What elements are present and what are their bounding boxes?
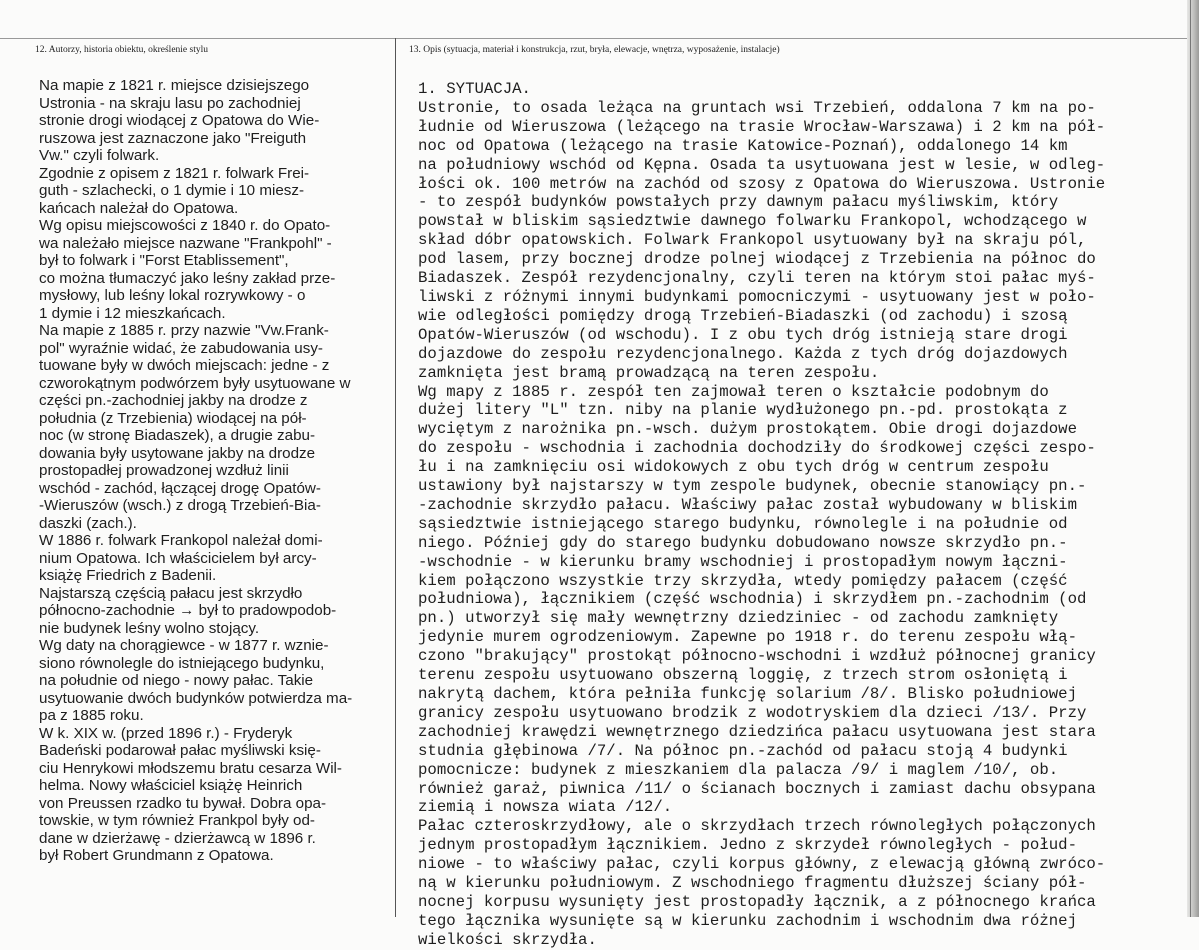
history-text-line: guth - szlachecki, o 1 dymie i 10 miesz- <box>39 182 305 199</box>
description-column <box>418 80 1180 950</box>
history-text-line: noc (w stronę Biadaszek), a drugie zabu- <box>39 427 316 444</box>
history-text-line: Na mapie z 1885 r. przy nazwie "Vw.Frank- <box>39 322 329 339</box>
description-text-line: ziemią i nowsza wiata /12/. <box>418 798 673 817</box>
history-text-line: pa z 1885 roku. <box>39 707 144 724</box>
history-text-line: kańcach należał do Opatowa. <box>39 199 239 217</box>
description-text-line: łudnie od Wieruszowa (leżącego na trasie Wrocław-Warszawa) i 2 km na pół- <box>418 117 1106 136</box>
history-text-line: części pn.-zachodniej jakby na drodze z <box>39 392 308 409</box>
history-text-line: W k. XIX w. (przed 1896 r.) - Fryderyk <box>39 724 293 742</box>
description-text-line: dojazdowe do zespołu rezydencjonalnego. Każda z tych dróg dojazdowych <box>418 344 1068 363</box>
description-text-line: nakrytą dachem, która pełniła funkcję solarium /8/. Blisko południowej <box>418 685 1077 703</box>
history-text-line: był to folwark i "Forst Etablissement", <box>39 252 289 269</box>
description-text-line: również garaż, piwnica /11/ o ścianach bocznych i zamiast dachu obsypana <box>418 779 1096 798</box>
history-text-line: 1 dymie i 12 mieszkańcach. <box>39 304 226 322</box>
history-column <box>39 77 391 865</box>
description-text-line: dużej litery "L" tzn. niby na planie wydłużonego pn.-pd. prostokąta z <box>418 401 1068 420</box>
description-text-line: na południowy wschód od Kępna. Osada ta usytuowana jest w lesie, w odleg- <box>418 155 1106 174</box>
history-text-line: nium Opatowa. Ich właścicielem był arcy- <box>39 549 317 567</box>
history-text-line: ciu Henrykowi młodszemu bratu cesarza Wil- <box>39 759 342 777</box>
header-rule <box>0 38 1190 39</box>
history-text-line: Zgodnie z opisem z 1821 r. folwark Frei- <box>39 164 310 182</box>
description-text-line: ustawiony był najstarszy w tym zespole budynek, obecnie stanowiący pn.- <box>418 477 1087 496</box>
history-text-line: książę Friedrich z Badenii. <box>39 567 217 584</box>
history-text-line: daszki (zach.). <box>39 514 137 532</box>
history-text-line: Wg opisu miejscowości z 1840 r. do Opato- <box>39 217 331 234</box>
description-text-line: - to zespół budynków powstałych przy dawnym pałacu myśliwskim, który <box>418 193 1059 212</box>
section-header-13: 13. Opis (sytuacja, materiał i konstrukcja, rzut, bryła, elewacje, wnętrza, wyposażenie, instalacje) <box>409 45 780 55</box>
description-text-line: ną w kierunku południowym. Z wschodniego fragmentu dłuższej ściany pół- <box>418 874 1087 893</box>
description-text-line: łości ok. 100 metrów na zachód od szosy z Opatowa do Wieruszowa. Ustronie <box>418 174 1106 193</box>
history-text-line: siono równolegle do istniejącego budynku, <box>39 654 325 672</box>
history-text-line: Badeński podarował pałac myśliwski księ- <box>39 742 321 759</box>
description-text-line: Wg mapy z 1885 r. zespół ten zajmował teren o kształcie podobnym do <box>418 382 1049 401</box>
description-text-line: wielkości skrzydła. <box>418 930 597 949</box>
history-text-line: pol" wyraźnie widać, że zabudowania usy- <box>39 339 323 357</box>
column-divider <box>395 38 396 917</box>
description-text-line: zamknięta jest bramą prowadzącą na teren zespołu. <box>418 363 880 382</box>
description-text-line: Pałac czteroskrzydłowy, ale o skrzydłach trzech równoległych połączonych <box>418 817 1096 836</box>
description-text-line: -zachodnie skrzydło pałacu. Właściwy pałac został wybudowany w bliskim <box>418 495 1077 514</box>
history-text-line: Na mapie z 1821 r. miejsce dzisiejszego <box>39 77 310 94</box>
history-text-line: Wg daty na chorągiewce - w 1877 r. wznie- <box>39 637 329 654</box>
description-text-line: noc od Opatowa (leżącego na trasie Katowice-Poznań), oddalonego 14 km <box>418 136 1068 155</box>
description-text-line: Biadaszek. Zespół rezydencjonalny, czyli teren na którym stoi pałac myś- <box>418 269 1096 288</box>
history-text-line: von Preussen rzadko tu bywał. Dobra opa- <box>39 794 327 812</box>
history-text-line: towskie, w tym również Frankpol były od- <box>39 812 315 829</box>
description-text-line: pomocnicze: budynek z mieszkaniem dla palacza /9/ i maglem /10/, ob. <box>418 760 1059 779</box>
history-text-line: na południe od niego - nowy pałac. Takie <box>39 672 314 689</box>
description-text-line: powstał w bliskim sąsiedztwie dawnego folwarku Frankopol, wchodzącego w <box>418 212 1087 231</box>
description-text-line: tego łącznika wysunięte są w kierunku zachodnim i wschodnim dwa różnej <box>418 911 1077 930</box>
description-text-line: liwski z różnymi innymi budynkami pomocniczymi - usytuowany jest w poło- <box>418 287 1096 306</box>
page-edge <box>1187 0 1199 917</box>
page-edge-line <box>1190 0 1191 917</box>
history-text-line: dane w dzierżawę - dzierżawcą w 1896 r. <box>39 829 316 847</box>
description-text-line: sąsiedztwie istniejącego starego budynku, równolegle i na południe od <box>418 514 1068 533</box>
description-text-line: jednym prostopadłym łącznikiem. Jedno z skrzydeł równoległych - połud- <box>418 836 1077 855</box>
section-header-12: 12. Autorzy, historia obiektu, określenie stylu <box>35 45 208 55</box>
description-text-line: granicy zespołu usytuowano brodzik z wodotryskiem dla dzieci /13/. Przy <box>418 703 1087 722</box>
history-text-line: co można tłumaczyć jako leśny zakład prze- <box>39 269 336 287</box>
history-text-line: południa (z Trzebienia) wiodącej na pół- <box>39 409 307 427</box>
history-text-line: Vw." czyli folwark. <box>39 147 160 164</box>
history-text-line: wschód - zachód, łączącej drogę Opatów- <box>39 479 321 497</box>
history-text-line: dowania były usytowane jakby na drodze <box>39 444 316 462</box>
description-text-line: wie odległości pomiędzy drogą Trzebień-Biadaszki (od zachodu) i szosą <box>418 306 1068 325</box>
description-text-line: studnia głębinowa /7/. Na północ pn.-zachód od pałacu stoją 4 budynki <box>418 741 1068 760</box>
history-text-line: Ustronia - na skraju lasu po zachodniej <box>39 94 301 112</box>
description-text-line: do zespołu - wschodnia i zachodnia dochodziły do środkowej części zespo- <box>418 439 1096 458</box>
history-text-line: nie budynek leśny wolno stojący. <box>39 619 260 637</box>
description-text-line: łu i na zamknięciu osi widokowych z obu tych dróg w centrum zespołu <box>418 458 1049 477</box>
history-text-line: stronie drogi wiodącej z Opatowa do Wie- <box>39 112 320 129</box>
description-text-line: -wschodnie - w kierunku bramy wschodniej i prostopadłym nowym łączni- <box>418 552 1068 571</box>
description-text-line: południowa), łącznikiem (część wschodnia) i skrzydłem pn.-zachodnim (od <box>418 590 1087 609</box>
history-text-line: Najstarszą częścią pałacu jest skrzydło <box>39 584 303 602</box>
history-text-line: czworokątnym podwórzem były usytuowane w <box>39 374 351 392</box>
history-text-line: północno-zachodnie → był to pradowpodob- <box>39 602 337 619</box>
history-text-line: mysłowy, lub leśny lokal rozrywkowy - o <box>39 287 306 304</box>
description-text-line: jedynie murem ogrodzeniowym. Zapewne po 1918 r. do terenu zespołu włą- <box>418 628 1077 647</box>
description-text-line: kiem połączono wszystkie trzy skrzydła, wtedy pomiędzy pałacem (część <box>418 571 1068 590</box>
description-text-line: terenu zespołu usytuowano obszerną loggię, z trzech strom osłoniętą i <box>418 666 1068 685</box>
history-text-line: prostopadłej prowadzonej wzdłuż linii <box>39 462 289 479</box>
description-text-line: Ustronie, to osada leżąca na gruntach wsi Trzebień, oddalona 7 km na po- <box>418 98 1096 117</box>
history-text-line: helma. Nowy właściciel książę Heinrich <box>39 777 303 794</box>
description-text-line: wyciętym z narożnika pn.-wsch. dużym prostokątem. Obie drogi dojazdowe <box>418 420 1077 439</box>
description-text-line: pn.) utworzył się mały wewnętrzny dziedziniec - od zachodu zamknięty <box>418 609 1059 628</box>
description-text-line: czono "brakujący" prostokąt północno-wschodni i wzdłuż północnej granicy <box>418 647 1096 666</box>
description-text-line: niego. Później gdy do starego budynku dobudowano nowsze skrzydło pn.- <box>418 533 1068 552</box>
description-text-line: nocnej korpusu wysunięty jest prostopadły łącznik, a z północnego krańca <box>418 892 1096 911</box>
description-text-line: pod lasem, przy bocznej drodze polnej wiodącej z Trzebienia na północ do <box>418 250 1096 269</box>
description-text-line: zachodniej krawędzi wewnętrznego dziedzińca pałacu usytuowana jest stara <box>418 722 1096 741</box>
history-text-line: wa należało miejsce nazwane "Frankpohl" - <box>39 234 332 252</box>
history-text-line: był Robert Grundmann z Opatowa. <box>39 847 274 864</box>
history-text-line: -Wieruszów (wsch.) z drogą Trzebień-Bia- <box>39 497 321 514</box>
history-text-line: usytuowanie dwóch budynków potwierdza ma- <box>39 689 353 707</box>
description-text-line: niowe - to właściwy pałac, czyli korpus główny, z elewacją główną zwróco- <box>418 855 1106 874</box>
description-text-line: Opatów-Wieruszów (od wschodu). I z obu tych dróg istnieją stare drogi <box>418 325 1068 344</box>
description-text-line: 1. SYTUACJA. <box>418 80 531 98</box>
history-text-line: W 1886 r. folwark Frankopol należał domi- <box>39 532 323 549</box>
history-text-line: ruszowa jest zaznaczone jako "Freiguth <box>39 129 307 147</box>
description-text-line: skład dóbr opatowskich. Folwark Frankopol usytuowany był na skraju pól, <box>418 231 1087 250</box>
history-text-line: tuowane były w dwóch miejscach: jedne - z <box>39 357 330 374</box>
